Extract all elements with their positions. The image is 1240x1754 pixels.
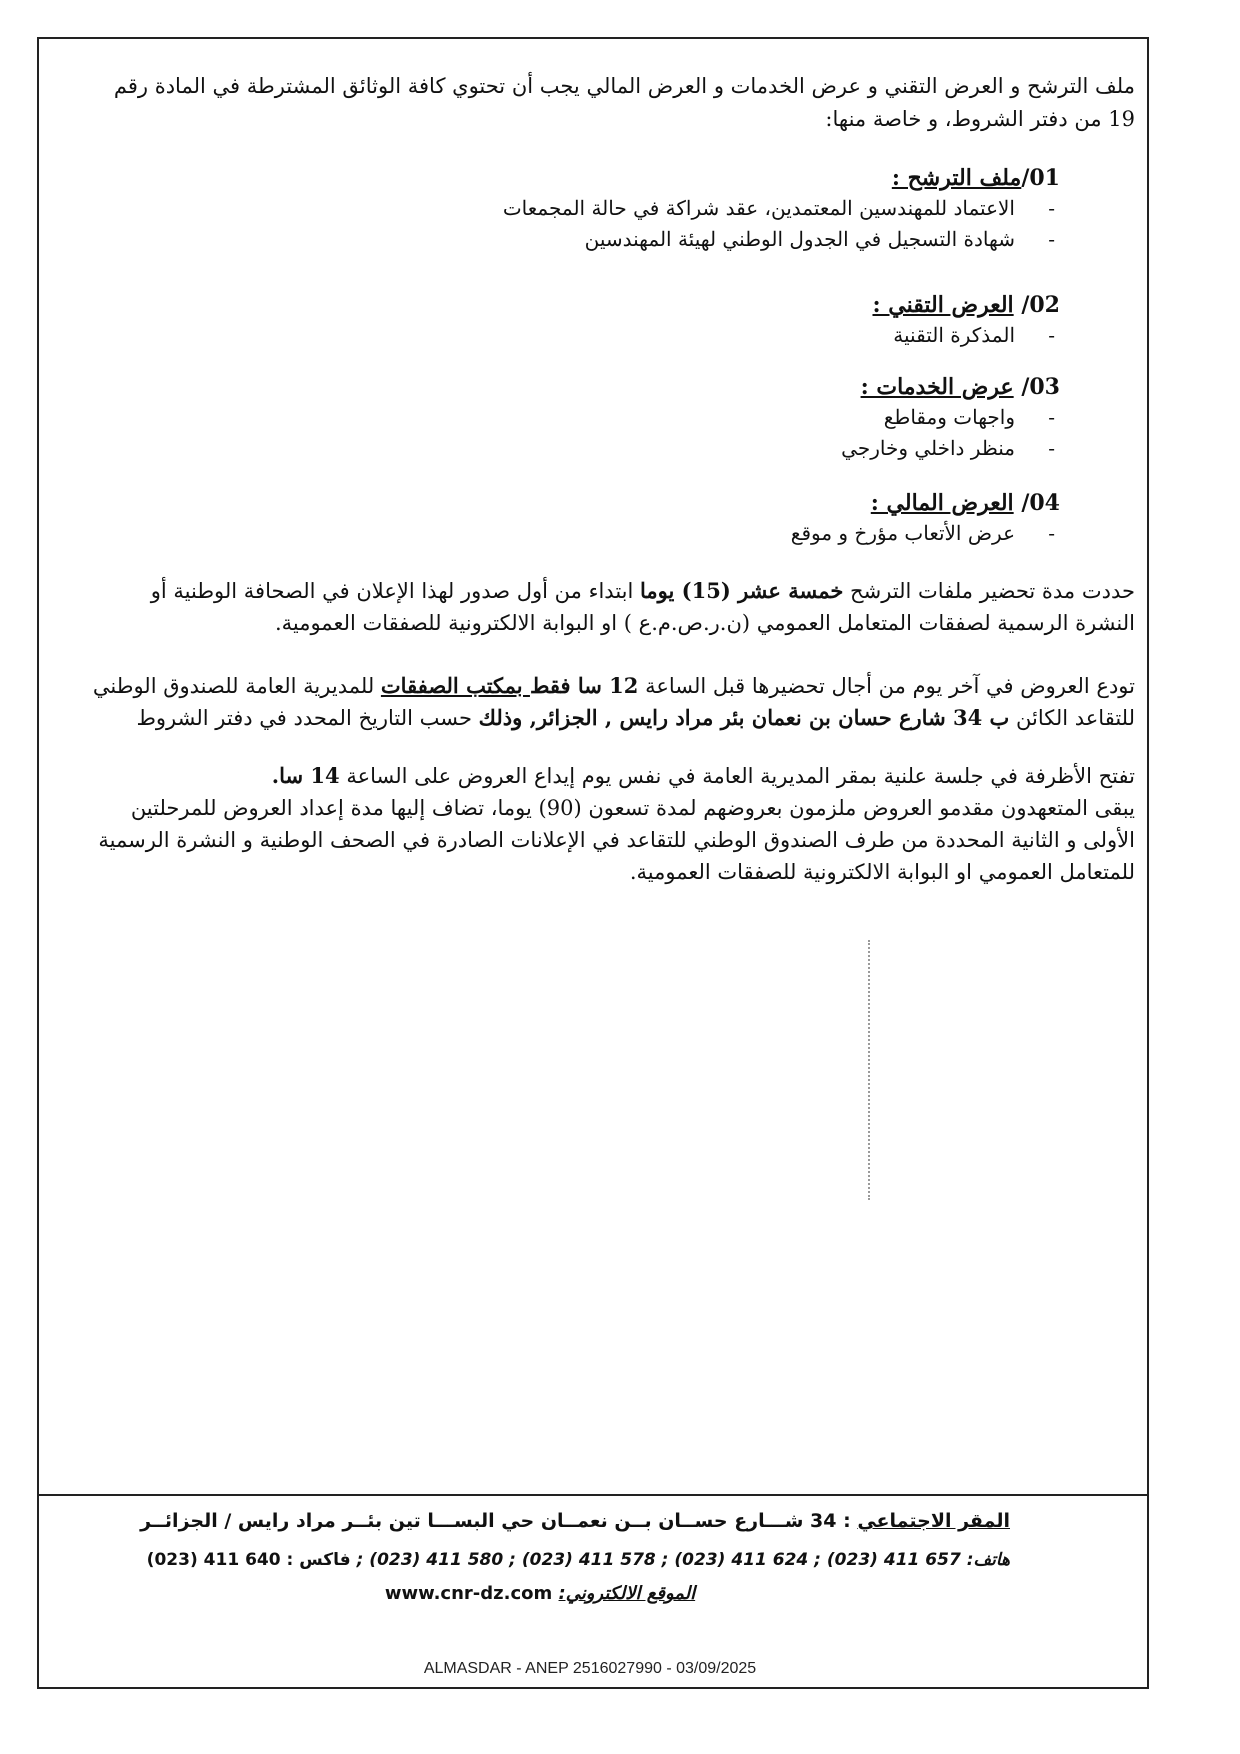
section-label: ملف الترشح : [891, 165, 1022, 191]
deposit-text-end: حسب التاريخ المحدد في دفتر الشروط [136, 706, 479, 730]
footer-contacts [70, 1546, 1010, 1574]
phone-numbers: 657 411 (023) ; 624 411 (023) ; 578 411 (023) ; 580 411 (023) ; [356, 1550, 967, 1570]
list-item: - المذكرة التقنية [380, 320, 1060, 351]
scan-speckle [868, 940, 874, 1200]
fax-number: 640 411 (023) [146, 1550, 281, 1570]
opening-paragraph [85, 760, 1135, 792]
section-title [380, 290, 1060, 320]
section-candidacy [380, 163, 1060, 255]
deadline-paragraph [85, 575, 1135, 639]
section-label: عرض الخدمات : [860, 374, 1014, 400]
section-number: 04/ [1021, 490, 1060, 516]
intro-paragraph [85, 70, 1135, 136]
section-number: 01/ [1021, 165, 1060, 191]
section-technical-offer [380, 290, 1060, 351]
list-item: - عرض الأتعاب مؤرخ و موقع [380, 518, 1060, 549]
deadline-duration: خمسة عشر (15) يوما [640, 578, 844, 603]
footer-website [70, 1580, 1010, 1608]
intro-line-1: ملف الترشح و العرض التقني و عرض الخدمات و العرض المالي يجب أن تحتوي كافة الوثائق المشترطة في المادة رقم [113, 74, 1135, 98]
section-number: 02/ [1021, 292, 1060, 318]
section-services-offer [380, 372, 1060, 464]
deposit-text: تودع العروض في آخر يوم من أجال تحضيرها قبل الساعة [638, 674, 1135, 698]
section-label: العرض التقني : [872, 292, 1014, 318]
fax-label: فاكس : [280, 1550, 357, 1570]
section-title [380, 372, 1060, 402]
website-label: الموقع الالكتروني: [558, 1583, 696, 1604]
footer-address [70, 1507, 1010, 1535]
website-link[interactable]: www.cnr-dz.com [384, 1583, 559, 1604]
deposit-text-mid: للمديرية العامة للصندوق الوطني للتقاعد الكائن [92, 674, 1135, 730]
source-reference: ALMASDAR - ANEP 2516027990 - 03/09/2025 [423, 1660, 757, 1677]
deposit-office: بمكتب الصفقات [380, 673, 530, 698]
deposit-paragraph [85, 670, 1135, 734]
section-title [380, 488, 1060, 518]
section-title [380, 163, 1060, 193]
deposit-time: 12 سا فقط [529, 673, 639, 698]
section-label: العرض المالي : [870, 490, 1014, 516]
opening-time: 14 سا. [271, 763, 340, 788]
intro-line-2: 19 من دفتر الشروط، و خاصة منها: [825, 107, 1135, 131]
list-item: - منظر داخلي وخارجي [380, 433, 1060, 464]
section-financial-offer [380, 488, 1060, 549]
footer-divider [37, 1494, 1149, 1496]
list-item: - الاعتماد للمهندسين المعتمدين، عقد شراكة في حالة المجمعات [380, 193, 1060, 224]
hq-address: : 34 شـــارع حســان بــن نعمــان حي البســـا تين بئــر مراد رايس / الجزائــر [140, 1510, 858, 1532]
list-item: - شهادة التسجيل في الجدول الوطني لهيئة المهندسين [380, 224, 1060, 255]
deadline-text-rest: ابتداء من أول صدور لهذا الإعلان في الصحافة الوطنية أو النشرة الرسمية لصفقات المتعامل العمومي (ن.ر.ص.م.ع ) او البوابة الالكترونية للصفقات العمومية. [150, 579, 1135, 635]
list-item: - واجهات ومقاطع [380, 402, 1060, 433]
opening-text: تفتح الأظرفة في جلسة علنية بمقر المديرية العامة في نفس يوم إيداع العروض على الساعة [339, 764, 1135, 788]
deadline-text: حددت مدة تحضير ملفات الترشح [843, 579, 1135, 603]
deposit-address: ب 34 شارع حسان بن نعمان بئر مراد رايس , الجزائر, وذلك [478, 705, 1010, 730]
phone-label: هاتف: [966, 1550, 1010, 1570]
section-number: 03/ [1021, 374, 1060, 400]
hq-label: المقر الاجتماعي [857, 1510, 1010, 1532]
validity-paragraph: يبقى المتعهدون مقدمو العروض ملزمون بعروضهم لمدة تسعون (90) يوما، تضاف إليها مدة إعداد العروض للمرحلتين الأولى و الثانية المحددة من طرف الصندوق الوطني للتقاعد في الإعلانات الصادرة في الصحف الوطنية و النشرة الرسمية للمتعامل العمومي او البوابة الالكترونية للصفقات العمومية. [98, 796, 1135, 884]
